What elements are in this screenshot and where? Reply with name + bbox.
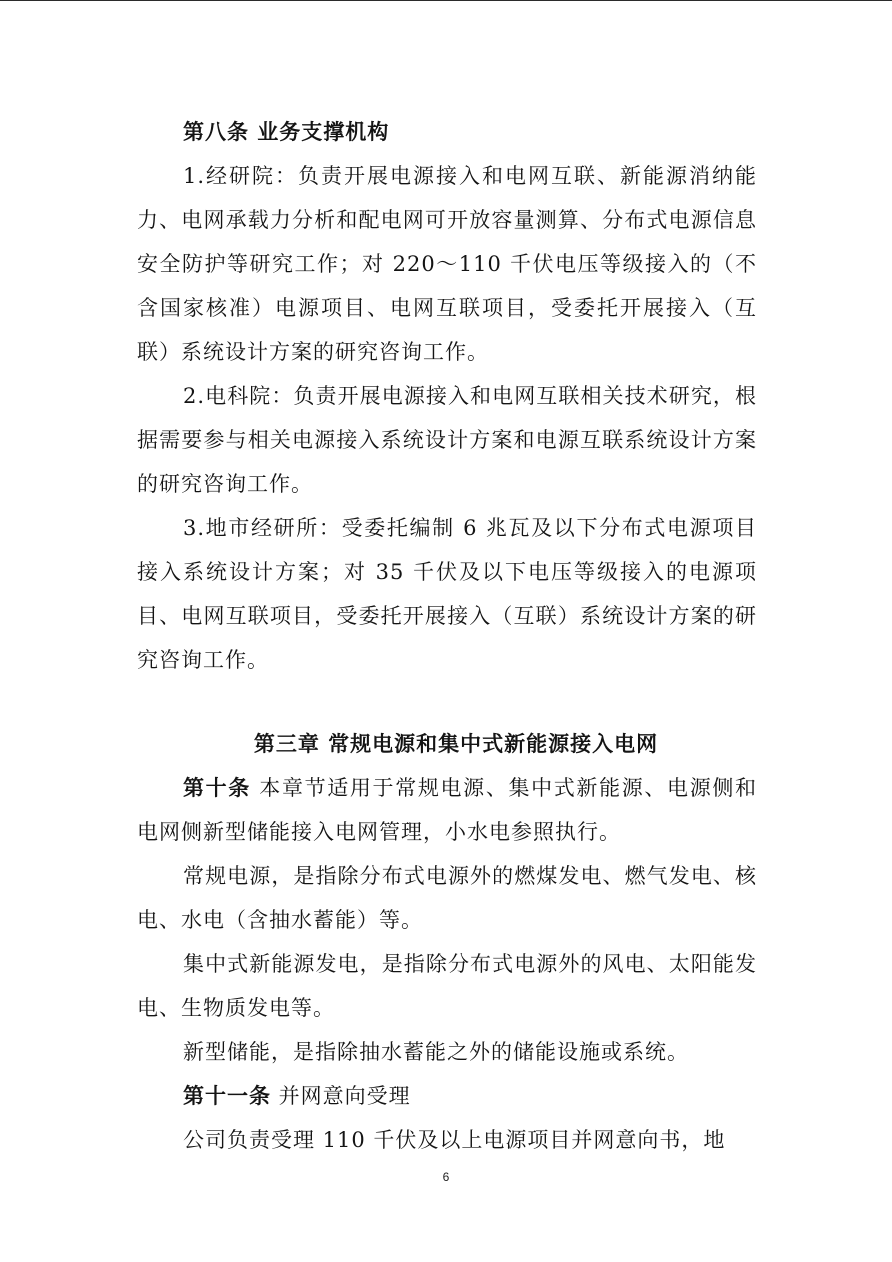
article-11-paragraph: 公司负责受理 110 千伏及以上电源项目并网意向书，地 bbox=[183, 1128, 726, 1152]
new-energy-definition: 集中式新能源发电，是指除分布式电源外的风电、太阳能发电、生物质发电等。 bbox=[137, 952, 757, 1020]
section-spacer bbox=[137, 682, 757, 722]
article-10-paragraph bbox=[137, 766, 757, 854]
page-top-border bbox=[0, 0, 892, 1]
page-number: 6 bbox=[442, 1170, 450, 1184]
chapter-3-title: 第三章 常规电源和集中式新能源接入电网 bbox=[253, 731, 659, 756]
article-8-item-3: 3.地市经研所：受委托编制 6 兆瓦及以下分布式电源项目接入系统设计方案；对 35 千伏及以下电压等级接入的电源项目、电网互联项目，受委托开展接入（互联）系统设计方案的研究咨询工作。 bbox=[137, 516, 757, 672]
conventional-power-definition: 常规电源，是指除分布式电源外的燃煤发电、燃气发电、核电、水电（含抽水蓄能）等。 bbox=[137, 864, 757, 932]
article-10-text: 本章节适用于常规电源、集中式新能源、电源侧和电网侧新型储能接入电网管理，小水电参照执行。 bbox=[137, 776, 757, 844]
article-11-title: 并网意向受理 bbox=[271, 1084, 411, 1108]
article-8-item-2: 2.电科院：负责开展电源接入和电网互联相关技术研究，根据需要参与相关电源接入系统设计方案和电源互联系统设计方案的研究咨询工作。 bbox=[137, 384, 757, 496]
new-storage-definition: 新型储能，是指除抽水蓄能之外的储能设施或系统。 bbox=[183, 1040, 689, 1064]
document-page bbox=[137, 110, 757, 1162]
article-8-item-1: 1.经研院：负责开展电源接入和电网互联、新能源消纳能力、电网承载力分析和配电网可开放容量测算、分布式电源信息安全防护等研究工作；对 220～110 千伏电压等级接入的（不含国家核准）电源项目、电网互联项目，受委托开展接入（互联）系统设计方案的研究咨询工作。 bbox=[137, 164, 757, 364]
article-8-heading: 第八条 业务支撑机构 bbox=[183, 119, 390, 144]
article-11-heading bbox=[137, 1074, 757, 1118]
article-11-label: 第十一条 bbox=[183, 1083, 271, 1108]
article-10-label: 第十条 bbox=[183, 775, 251, 800]
